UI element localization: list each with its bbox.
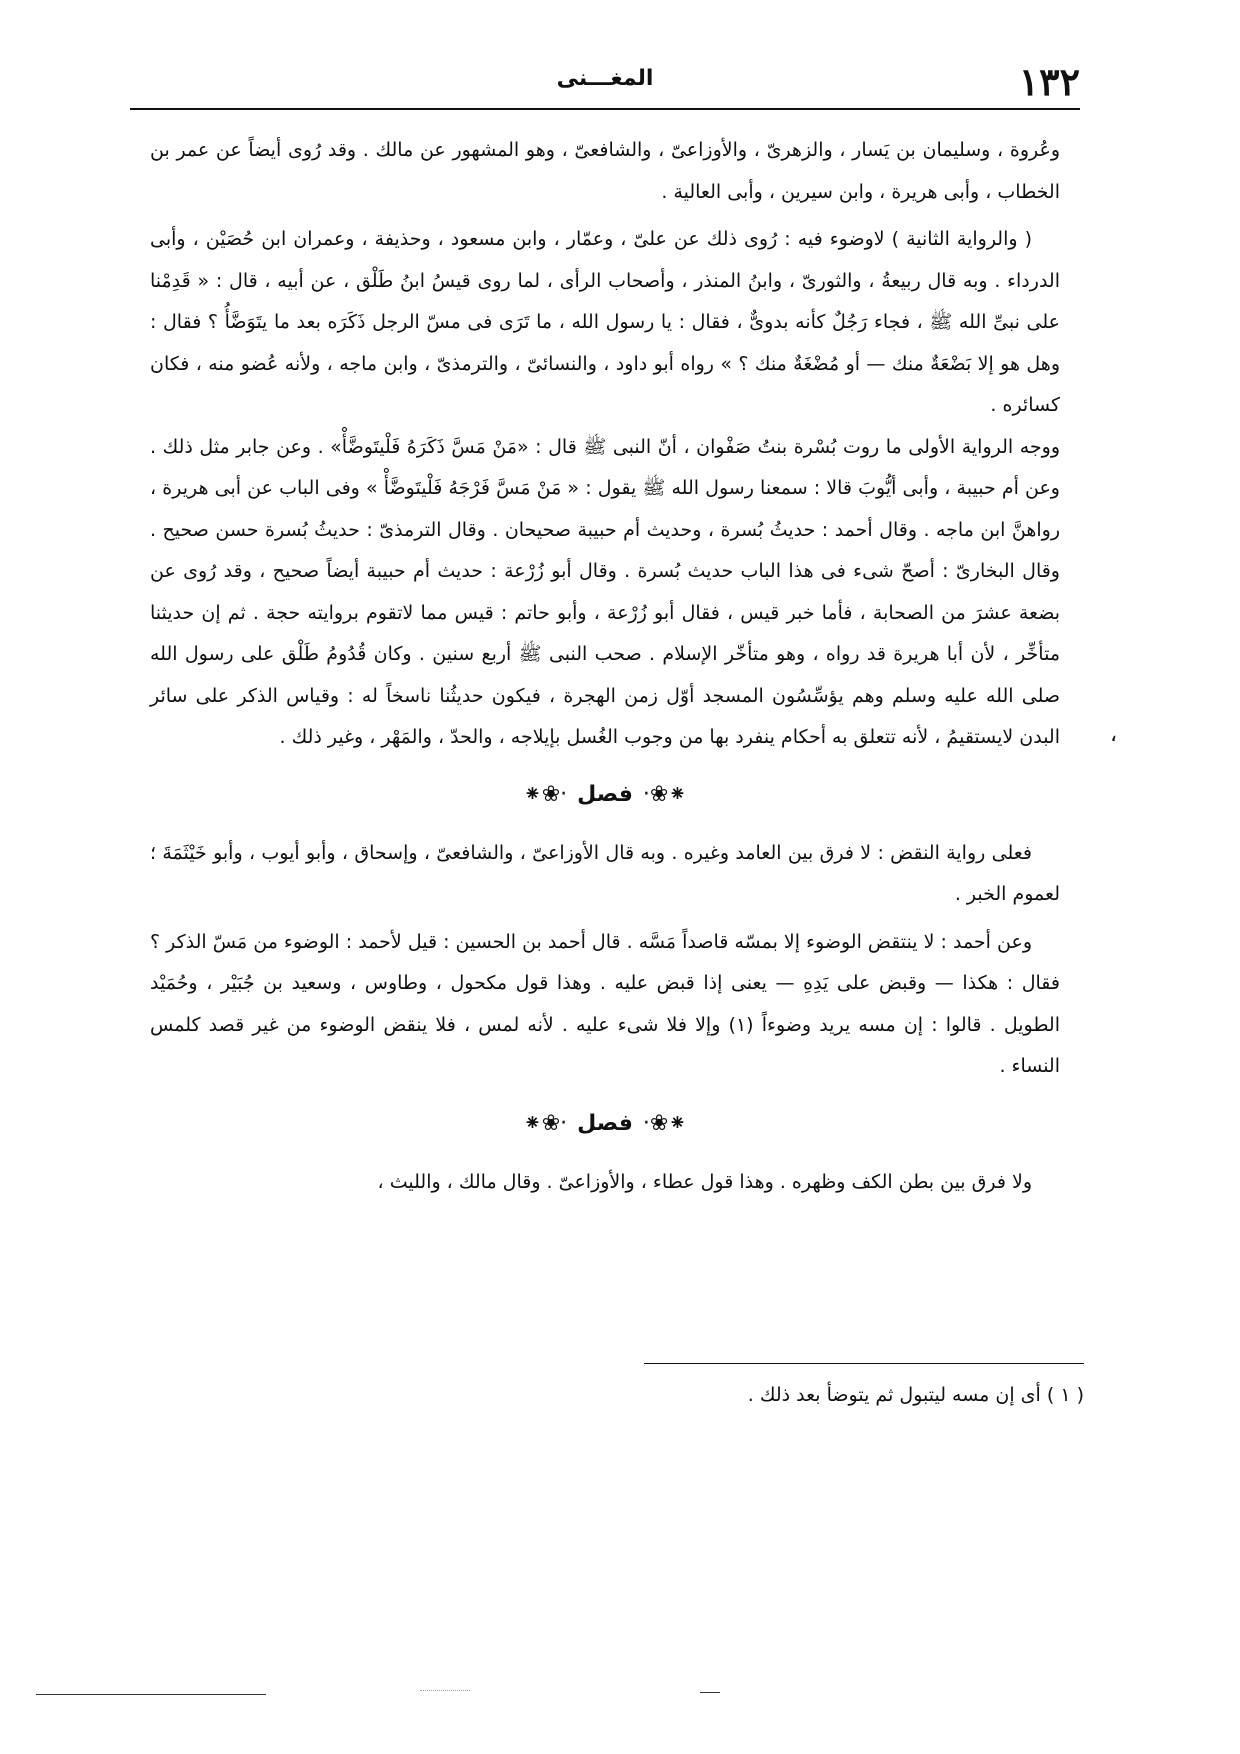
section-title: فصل bbox=[577, 782, 633, 807]
bottom-rule bbox=[420, 1690, 470, 1691]
ornament-icon: ⁕❀· bbox=[642, 781, 687, 807]
section-heading bbox=[150, 763, 1060, 827]
page-number: ١٣٢ bbox=[1018, 59, 1080, 104]
bottom-rule bbox=[36, 1694, 266, 1695]
margin-mark: ، bbox=[1110, 722, 1118, 747]
paragraph: وعُروة ، وسليمان بن يَسار ، والزهرىّ ، والأوزاعىّ ، والشافعىّ ، وهو المشهور عن مالك . وقد رُوى أيضاً عن عمر بن الخطاب ، وأبى هريرة ، وابن سيرين ، وأبى العالية . bbox=[150, 139, 1060, 203]
paragraph: ووجه الرواية الأولى ما روت بُسْرة بنتُ صَفْوان ، أنّ النبى ﷺ قال : «مَنْ مَسَّ ذَكَرَهُ فَلْيتَوضَّأْ» . وعن جابر مثل ذلك . وعن أم حبيبة ، وأبى أيُّوبَ قالا : سمعنا رسول الله ﷺ يقول : « مَنْ مَسَّ فَرْجَهُ فَلْيتَوضَّأْ » وفى الباب عن أبى هريرة ، رواهنَّ ابن ماجه . وقال أحمد : حديثُ بُسرة ، وحديث أم حبيبة صحيحان . وقال الترمذىّ : حديثُ بُسرة حسن صحيح . وقال البخارىّ : أصحّ شىء فى هذا الباب حديث بُسرة . وقال أبو زُرْعة : حديث أم حبيبة أيضاً صحيح ، وقد رُوى عن بضعة عشرَ من الصحابة ، فأما خبر قيس ، فقال أبو زُرْعة ، وأبو حاتم : قيس مما لاتقوم بروايته حجة . ثم إن حديثنا متأخِّر ، لأن أبا هريرة قد رواه ، وهو متأخّر الإسلام . صحب النبى ﷺ أربع سنين . وكان قُدُومُ طَلْق على رسول الله صلى الله عليه وسلم وهم يؤسِّسُون المسجد أوّل زمن الهجرة ، فيكون حديثُنا ناسخاً له : وقياس الذكر على سائر البدن لايستقيمُ ، لأنه تتعلق به أحكام ينفرد بها من وجوب الغُسل بإيلاجه ، والحدّ ، والمَهْر ، وغير ذلك . bbox=[150, 435, 1060, 748]
paragraph: وعن أحمد : لا ينتقض الوضوء إلا بمسّه قاصداً مَسَّه . قال أحمد بن الحسين : قيل لأحمد : الوضوء من مَسّ الذكر ؟ فقال : هكذا — وقبض على يَدِهِ — يعنى إذا قبض عليه . وهذا قول مكحول ، وطاوس ، وسعيد بن جُبَيْر ، وحُمَيْد الطويل . قالوا : إن مسه يريد وضوءاً (١) وإلا فلا شىء عليه . لأنه لمس ، فلا ينقض الوضوء من غير قصد كلمس النساء . bbox=[150, 930, 1060, 1077]
paragraph: فعلى رواية النقض : لا فرق بين العامد وغيره . وبه قال الأوزاعىّ ، والشافعىّ ، وإسحاق ، وأبو أيوب ، وأبو خَيْثَمَةَ ؛ لعموم الخبر . bbox=[150, 841, 1060, 905]
header-rule bbox=[130, 108, 1080, 110]
footnote: ( ١ ) أى إن مسه ليتبول ثم يتوضأ بعد ذلك . bbox=[747, 1384, 1084, 1406]
main-text bbox=[150, 130, 1060, 1203]
section-heading bbox=[150, 1092, 1060, 1156]
running-title: المغـــنى bbox=[556, 66, 654, 91]
footnote-rule bbox=[644, 1363, 1084, 1364]
ornament-icon: ·❀⁕ bbox=[523, 1110, 568, 1136]
ornament-icon: ·❀⁕ bbox=[523, 781, 568, 807]
bottom-rule bbox=[700, 1692, 720, 1693]
page-header bbox=[130, 58, 1080, 106]
ornament-icon: ⁕❀· bbox=[642, 1110, 687, 1136]
section-title: فصل bbox=[577, 1111, 633, 1136]
paragraph: ( والرواية الثانية ) لاوضوء فيه : رُوى ذلك عن علىّ ، وعمّار ، وابن مسعود ، وحذيفة ، وعمران ابن حُصَيْن ، وأبى الدرداء . وبه قال ربيعةُ ، والثورىّ ، وابنُ المنذر ، وأصحاب الرأى ، لما روى قيسُ ابنُ طَلْق ، عن أبيه ، قال : « قَدِمْنا على نبىِّ الله ﷺ ، فجاء رَجُلٌ كأنه بدوىٌّ ، فقال : يا رسول الله ، ما تَرَى فى مسّ الرجل ذَكَرَه بعد ما يتَوَضَّأُ ؟ فقال : وهل هو إلا بَضْعَةٌ منك — أو مُضْغَةٌ منك ؟ » رواه أبو داود ، والنسائىّ ، والترمذىّ ، وابن ماجه ، ولأنه عُضو منه ، فكان كسائره . bbox=[150, 228, 1060, 416]
paragraph: ولا فرق بين بطن الكف وظهره . وهذا قول عطاء ، والأوزاعىّ . وقال مالك ، والليث ، bbox=[377, 1170, 1032, 1193]
